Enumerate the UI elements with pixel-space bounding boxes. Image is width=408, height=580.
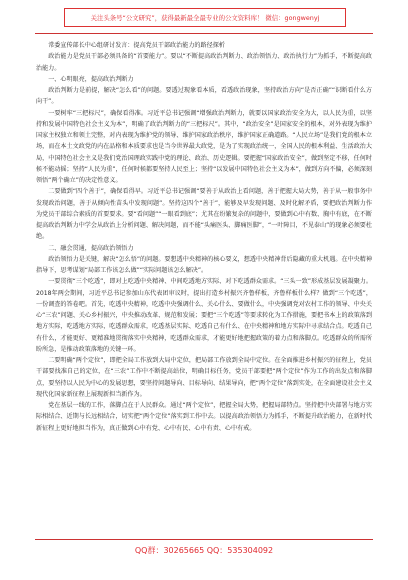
body-paragraph: 二要明确“两个定位”，即把全局工作放到大局中定位，把局部工作放到全局中定位。在全面推进乡村振兴的征程上，党员干部要找准自己的定位，在“三农”工作中不断提高站位，明确目标任务，党员干部要把“两个定位”作为工作的出发点和落脚点，要坚持以人民为中心的发展思想，要坚持问题导向、目标导向、结果导向，把“两个定位”落到实处，在全面建设社会主义现代化国家新征程上展现新担当新作为。	[36, 357, 372, 398]
body-paragraph: 政治能力是党员干部必须具备的“首要能力”。要以“不断提高政治判断力、政治领悟力、政治执行力”为抓手，不断提高政治能力。	[36, 53, 372, 72]
promo-banner-text: 关注头条号“公文研究”，获得最新最全最专业的公文资料库！ 微信：gongwenyj	[90, 14, 320, 22]
document-body	[36, 40, 372, 434]
document-title: 常委宣传部长中心组研讨发言：提高党员干部政治能力的路径探析	[48, 42, 225, 49]
footer-divider	[35, 539, 373, 540]
section-heading: 一、心明眼亮，提高政治判断力	[48, 75, 134, 83]
body-paragraph: 政治判断力是前提，解决“怎么看”的问题。要透过现象看本质，看透政治现象，坚持政治方向“是否正确”“识断看什么方向干”。	[36, 87, 372, 106]
body-paragraph: 政治领悟力是关键，解决“怎么悟”的问题。要想透中央精神的核心要义，想透中央精神背后隐藏的重大机遇。在中央精神指导下，思考谋划“局部工作该怎么做”“实际问题该怎么解决”。	[36, 255, 372, 274]
body-paragraph: 二要做到“四个善于”，确保看得早。习近平总书记强调“要善于从政治上看问题，善于把握大局大势，善于从一般事务中发现政治问题，善于从倾向性苗头中发现问题”。坚持这四个“善于”，能够及早发现问题、及时化解矛盾，要把政治判断力作为党员干部综合素质的首要要求。要“看问题”“一眼看到底”；尤其在纷繁复杂的问题中，要做到心中有数、胸中有底，在不断提高政治判断力中学会从政治上分析问题、解决问题，而不能“头痛医头、脚痛医脚”，“一叶障目，不见泰山”的现象必须要杜绝。	[36, 188, 372, 241]
paragraph-list	[36, 51, 372, 434]
body-paragraph: 一要树牢“三把标尺”，确保看得准。习近平总书记强调“增强政治判断力，就要以国家政治安全为大，以人民为重，以坚持和发展中国特色社会主义为本”，明确了政治判断力的“三把标尺”。其中，“政治安全”是国家安全的根本，对外表现为维护国家主权独立和领土完整，对内表现为维护党的领导、维护国家政治秩序，维护国家正确道路。“人民立场”是我们党的根本立场，而在本土文政党的内在品格和本质要求也是当今世界最大政党，是为了实现政治统一，全国人民的根本利益、生活政治大局，中国特色社会主义是我们党治国理政实践中党的理论、政治、历史逻辑。要把握“国家政治安全”，做到坚定不移，任何时候不能动摇；坚持“人民为重”，任何时候都要坚持人民至上；坚持“以发展中国特色社会主义为本”，做到方向不偏，必须深刻领悟“两个确立”的决定性意义。	[36, 109, 372, 184]
body-paragraph: 党在基层一线的工作，落脚点在于人民群众。通过“两个定位”，把握全局大势，把握局部特点。坚持把中央部署与地方实际相结合、近期与长远相结合，切实把“两个定位”落实到工作中去。以提高政治领悟力为抓手，不断提升政治能力，在新时代新征程上更好地担当作为，真正做到心中有党、心中有民、心中有责、心中有戒。	[36, 402, 372, 432]
body-paragraph: 一要贯彻“三个吃透”，即对上吃透中央精神、中间吃透地方实际、对下吃透群众需求。“三头一致”形成基层发展凝聚力。2018年两会期间，习近平总书记参加山东代表团审议时，提出打造乡村振兴齐鲁样板，齐鲁样板什么样？做到“三个吃透”，一份调查的答卷吧。首先，吃透中央精神，吃透中央强调什么、关心什么、要做什么，中央强调党对农村工作的领导、中央关心“三农”问题、关心乡村振兴，中央推动改革、规范和发展；要把“三个吃透”等要求转化为工作措施，要把书本上的政策落到地方实际，吃透地方实际，吃透群众需求，吃透基层实际、吃透自己有什么、在中央精神和地方实际中寻求结合点。吃透自己有什么，才能更好、更精准地贯彻落实中央精神，吃透群众需求，才能更好地把握政策的着力点和落脚点。吃透群众的所需所盼所急，是推动政策落地的关键一环。	[36, 278, 372, 353]
header-divider	[35, 33, 373, 34]
footer-contact: QQ群：30265665 QQ：535304092	[134, 546, 274, 555]
section-heading: 二、融会贯通，提高政治领悟力	[48, 244, 134, 252]
promo-banner[interactable]	[64, 8, 346, 27]
